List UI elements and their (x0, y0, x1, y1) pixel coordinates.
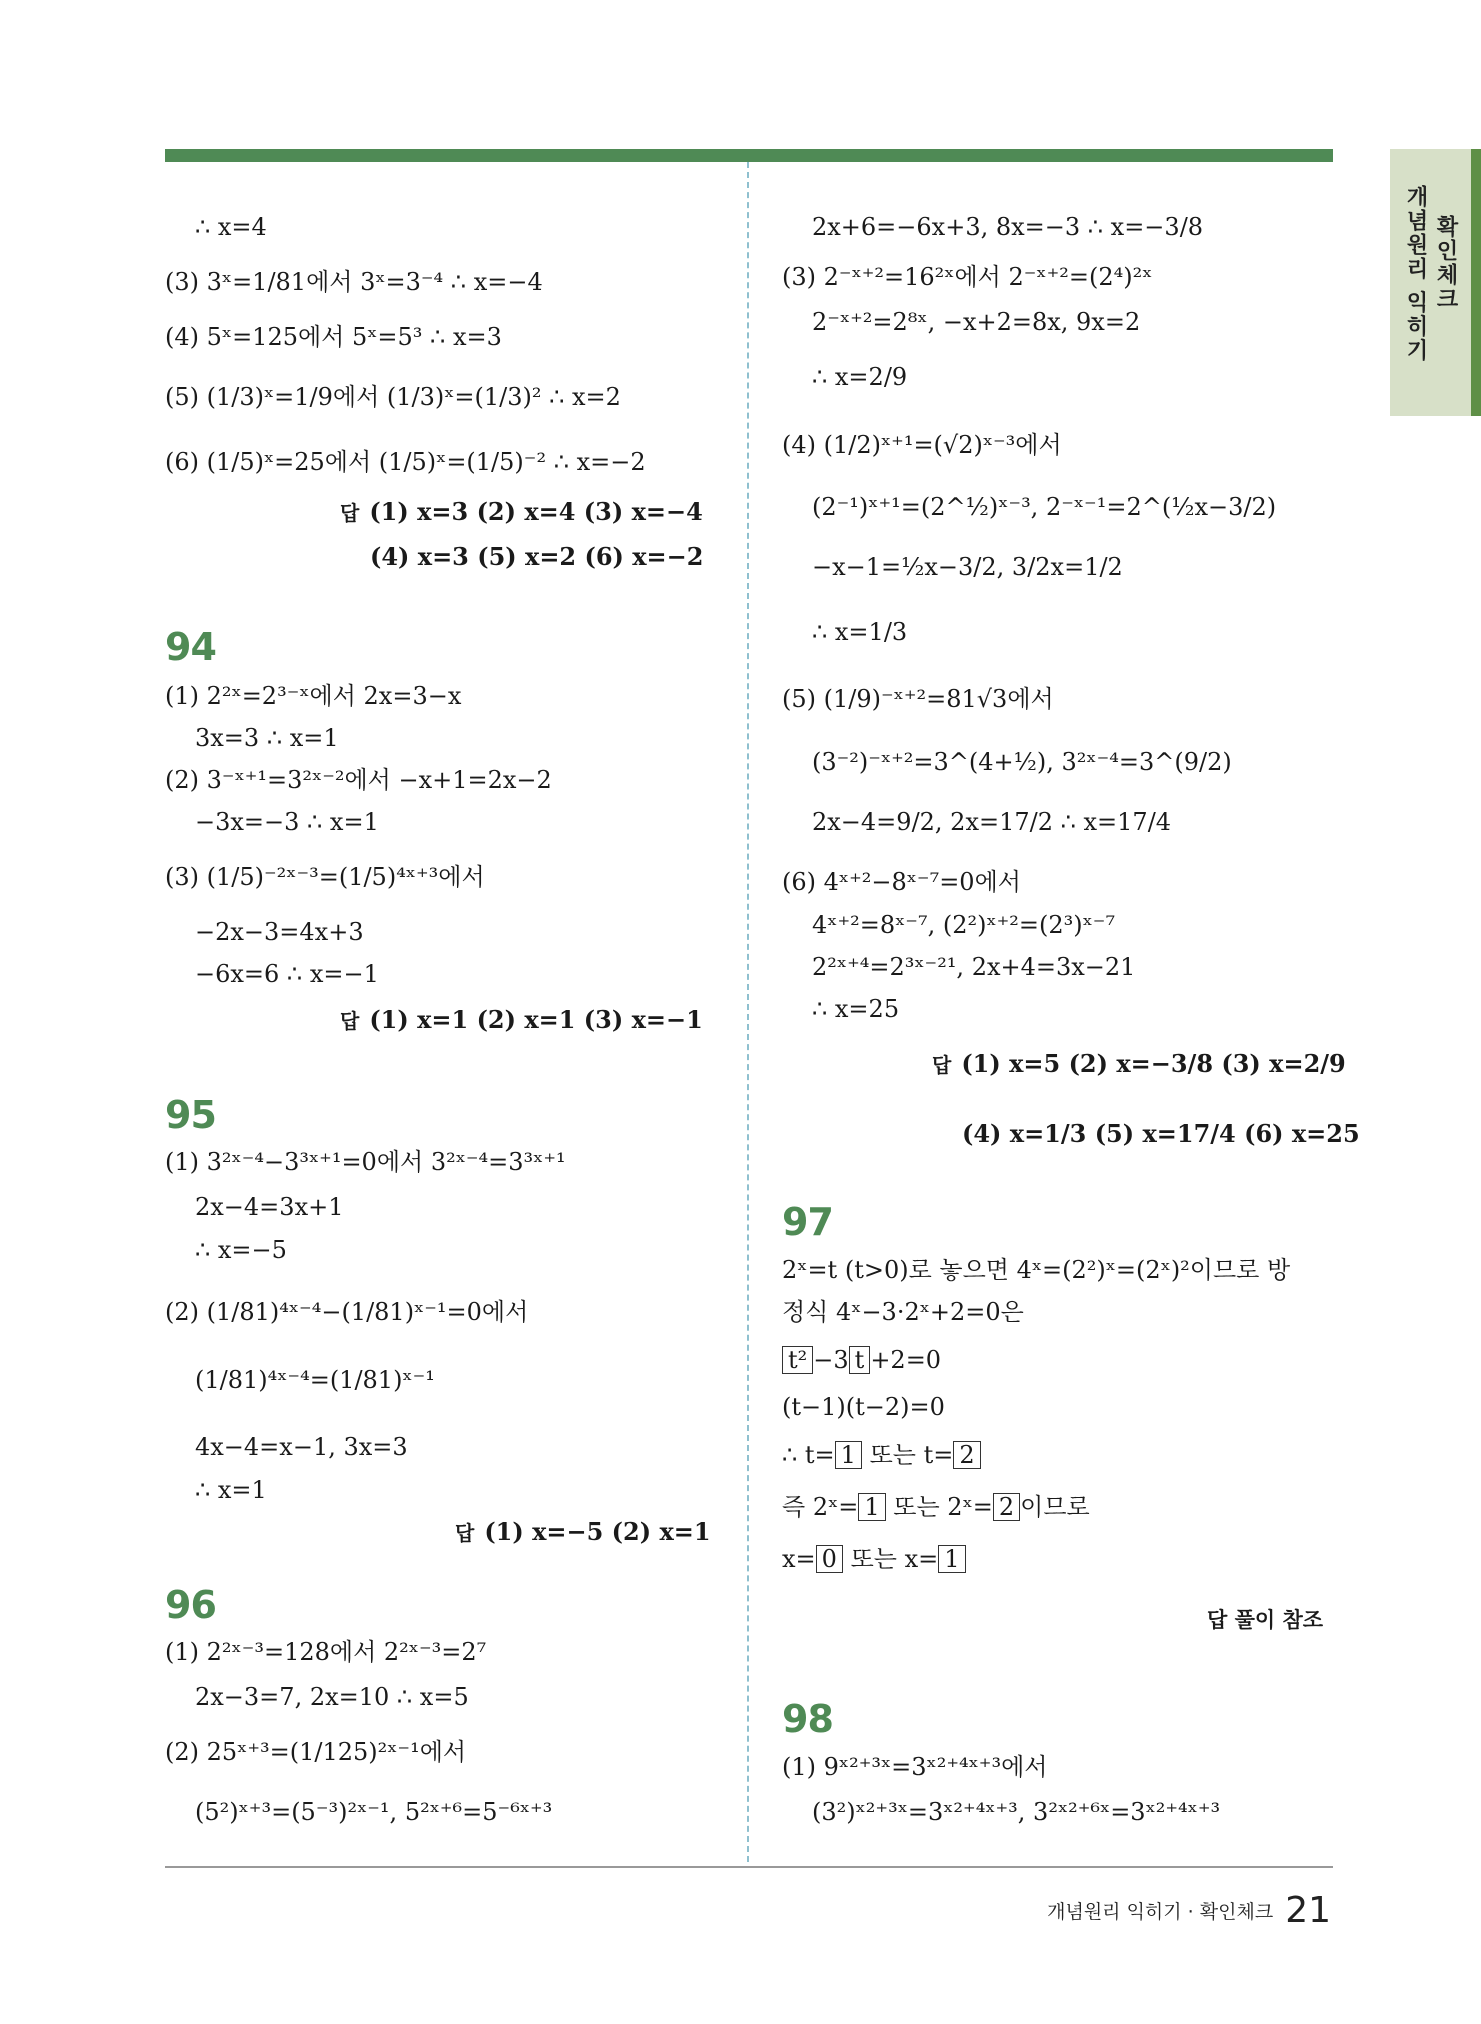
top-green-bar (165, 149, 1333, 162)
answer-94 (340, 1003, 703, 1038)
line: (2) 3⁻ˣ⁺¹=3²ˣ⁻²에서 −x+1=2x−2 (165, 766, 552, 794)
chapter-side-tab (1390, 149, 1481, 416)
line: (3⁻²)⁻ˣ⁺²=3^(4+½), 3²ˣ⁻⁴=3^(9/2) (812, 748, 1232, 776)
line: 3x=3 ∴ x=1 (195, 724, 339, 752)
page-number: 21 (1285, 1890, 1331, 1931)
answer-text: (1) x=1 (2) x=1 (3) x=−1 (369, 1005, 703, 1034)
line: 2ˣ=t (t>0)로 놓으면 4ˣ=(2²)ˣ=(2ˣ)²이므로 방 (782, 1256, 1291, 1284)
line: 2x+6=−6x+3, 8x=−3 ∴ x=−3/8 (812, 213, 1204, 241)
answer-box: 0 (816, 1545, 843, 1573)
side-tab-label-1: 개념원리 익히기 (1403, 185, 1428, 363)
line: (4) (1/2)ˣ⁺¹=(√2)ˣ⁻³에서 (782, 431, 1062, 459)
line: 2x−3=7, 2x=10 ∴ x=5 (195, 1683, 469, 1711)
line: (2⁻¹)ˣ⁺¹=(2^½)ˣ⁻³, 2⁻ˣ⁻¹=2^(½x−3/2) (812, 493, 1277, 521)
answer-95 (455, 1515, 711, 1550)
problem-number-98: 98 (782, 1697, 833, 1741)
line: (2) 25ˣ⁺³=(1/125)²ˣ⁻¹에서 (165, 1738, 467, 1766)
answer-text: (1) x=3 (2) x=4 (3) x=−4 (369, 497, 703, 526)
line: 정식 4ˣ−3·2ˣ+2=0은 (782, 1298, 1024, 1326)
eq-text: 또는 2ˣ= (893, 1493, 993, 1521)
eq-text: −3 (813, 1346, 849, 1374)
answer-text: (4) x=1/3 (5) x=17/4 (6) x=25 (962, 1119, 1360, 1148)
line: 2⁻ˣ⁺²=2⁸ˣ, −x+2=8x, 9x=2 (812, 308, 1141, 336)
equation-line (782, 1490, 1090, 1524)
answer-box: 2 (993, 1493, 1020, 1521)
line: −2x−3=4x+3 (195, 918, 364, 946)
eq-text: 이므로 (1020, 1493, 1090, 1521)
answer-label: 답 (340, 1009, 360, 1033)
eq-text: 즉 2ˣ= (782, 1493, 859, 1521)
eq-text: 또는 x= (850, 1545, 939, 1573)
answer-93-row1 (340, 495, 703, 530)
answer-box: 1 (835, 1441, 862, 1469)
column-divider (747, 162, 749, 1862)
line: 2x−4=3x+1 (195, 1193, 344, 1221)
line: −3x=−3 ∴ x=1 (195, 808, 379, 836)
line: (5) (1/3)ˣ=1/9에서 (1/3)ˣ=(1/3)² ∴ x=2 (165, 383, 621, 411)
line: (6) 4ˣ⁺²−8ˣ⁻⁷=0에서 (782, 868, 1021, 896)
answer-box: 2 (953, 1441, 980, 1469)
line: ∴ x=2/9 (812, 363, 908, 391)
line: (3²)ˣ²⁺³ˣ=3ˣ²⁺⁴ˣ⁺³, 3²ˣ²⁺⁶ˣ=3ˣ²⁺⁴ˣ⁺³ (812, 1798, 1221, 1826)
line: (t−1)(t−2)=0 (782, 1393, 945, 1421)
line: −6x=6 ∴ x=−1 (195, 960, 379, 988)
line: ∴ x=4 (195, 213, 267, 241)
line: (5²)ˣ⁺³=(5⁻³)²ˣ⁻¹, 5²ˣ⁺⁶=5⁻⁶ˣ⁺³ (195, 1798, 553, 1826)
problem-number-95: 95 (165, 1093, 216, 1137)
answer-97: 답 풀이 참조 (1207, 1608, 1324, 1632)
line: (1) 9ˣ²⁺³ˣ=3ˣ²⁺⁴ˣ⁺³에서 (782, 1753, 1048, 1781)
line: 4x−4=x−1, 3x=3 (195, 1433, 408, 1461)
footer-text: 개념원리 익히기 · 확인체크 (1047, 1901, 1274, 1923)
answer-label: 답 (932, 1053, 952, 1077)
line: −x−1=½x−3/2, 3/2x=1/2 (812, 553, 1123, 581)
answer-label: 답 (340, 501, 360, 525)
line: (4) 5ˣ=125에서 5ˣ=5³ ∴ x=3 (165, 323, 502, 351)
answer-text: (4) x=3 (5) x=2 (6) x=−2 (370, 542, 704, 571)
line: 2²ˣ⁺⁴=2³ˣ⁻²¹, 2x+4=3x−21 (812, 953, 1136, 981)
answer-box: 1 (938, 1545, 965, 1573)
answer-text: (1) x=−5 (2) x=1 (484, 1517, 711, 1546)
line: 2x−4=9/2, 2x=17/2 ∴ x=17/4 (812, 808, 1172, 836)
line: (3) 3ˣ=1/81에서 3ˣ=3⁻⁴ ∴ x=−4 (165, 268, 543, 296)
answer-box: t (849, 1346, 871, 1374)
answer-96-row1 (932, 1047, 1346, 1082)
bottom-rule (165, 1866, 1333, 1868)
page-footer (1047, 1890, 1331, 1931)
eq-text: x= (782, 1545, 816, 1573)
equation-line (782, 1438, 981, 1472)
answer-box: 1 (858, 1493, 885, 1521)
line: (1) 2²ˣ⁻³=128에서 2²ˣ⁻³=2⁷ (165, 1638, 487, 1666)
problem-number-96: 96 (165, 1583, 216, 1627)
line: 4ˣ⁺²=8ˣ⁻⁷, (2²)ˣ⁺²=(2³)ˣ⁻⁷ (812, 911, 1116, 939)
line: (3) (1/5)⁻²ˣ⁻³=(1/5)⁴ˣ⁺³에서 (165, 863, 485, 891)
line: ∴ x=−5 (195, 1236, 287, 1264)
eq-text: ∴ t= (782, 1441, 835, 1469)
answer-96-row2 (962, 1117, 1360, 1151)
line: (2) (1/81)⁴ˣ⁻⁴−(1/81)ˣ⁻¹=0에서 (165, 1298, 529, 1326)
eq-text: 또는 t= (869, 1441, 954, 1469)
problem-number-97: 97 (782, 1200, 833, 1244)
problem-number-94: 94 (165, 625, 216, 669)
line: ∴ x=1/3 (812, 618, 908, 646)
line: (1) 3²ˣ⁻⁴−3³ˣ⁺¹=0에서 3²ˣ⁻⁴=3³ˣ⁺¹ (165, 1148, 566, 1176)
line: (6) (1/5)ˣ=25에서 (1/5)ˣ=(1/5)⁻² ∴ x=−2 (165, 448, 646, 476)
line: ∴ x=1 (195, 1476, 267, 1504)
answer-box: t² (782, 1346, 813, 1374)
line: (1) 2²ˣ=2³⁻ˣ에서 2x=3−x (165, 682, 462, 710)
answer-93-row2 (370, 540, 703, 574)
line: (3) 2⁻ˣ⁺²=16²ˣ에서 2⁻ˣ⁺²=(2⁴)²ˣ (782, 263, 1153, 291)
answer-label: 답 (455, 1521, 475, 1545)
line: (5) (1/9)⁻ˣ⁺²=81√3에서 (782, 685, 1054, 713)
side-tab-label-2: 확인체크 (1433, 215, 1458, 311)
eq-text: +2=0 (870, 1346, 942, 1374)
equation-line (782, 1542, 966, 1576)
line: ∴ x=25 (812, 995, 900, 1023)
equation-line (782, 1343, 941, 1377)
line: (1/81)⁴ˣ⁻⁴=(1/81)ˣ⁻¹ (195, 1366, 435, 1394)
answer-text: (1) x=5 (2) x=−3/8 (3) x=2/9 (961, 1049, 1346, 1078)
